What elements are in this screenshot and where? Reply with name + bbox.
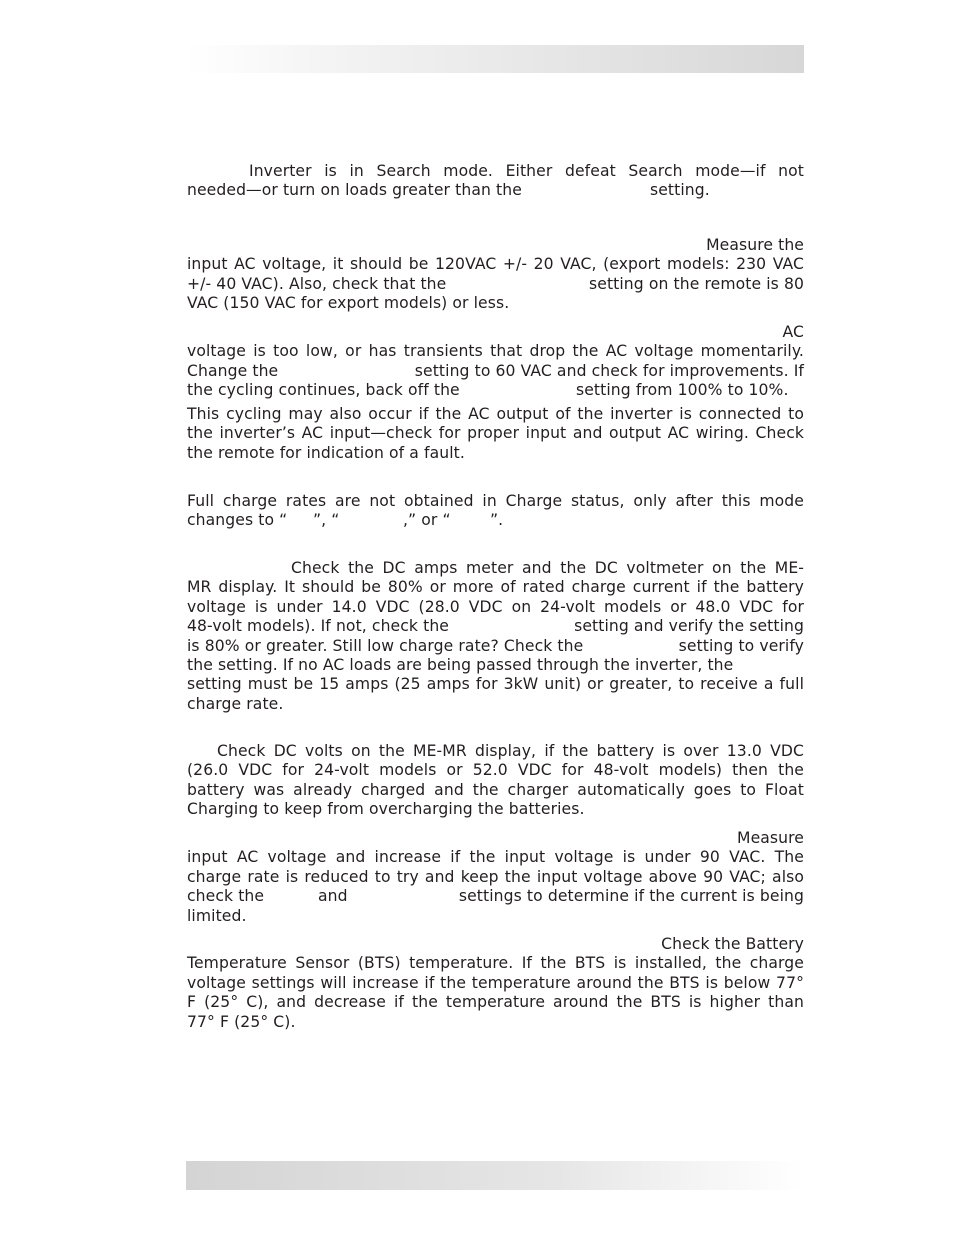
text-line — [187, 617, 804, 636]
paragraph-cycling-wiring — [187, 405, 804, 463]
text-line — [187, 637, 804, 656]
text-line: MR display. It should be 80% or more of rated charge current if the battery — [187, 578, 804, 597]
text-line: 77° F (25° C). — [187, 1012, 296, 1031]
text-line: Full charge rates are not obtained in Charge status, only after this mode — [187, 492, 804, 510]
text-fragment: settings to determine if the current is being — [458, 887, 804, 906]
text-line — [187, 887, 804, 906]
text-fragment: setting and verify the setting — [574, 617, 804, 636]
text-line: (26.0 VDC for 24-volt models or 52.0 VDC for 48-volt models) then the — [187, 761, 804, 780]
text-line: AC — [782, 323, 804, 341]
text-line: the remote for indication of a fault. — [187, 443, 465, 462]
paragraph-ac-cycling — [187, 323, 804, 401]
paragraph-dc-volts — [187, 742, 804, 820]
text-line: input AC voltage and increase if the input voltage is under 90 VAC. The — [187, 848, 804, 867]
text-fragment: changes to “ — [187, 511, 288, 530]
paragraph-input-voltage-low — [187, 829, 804, 926]
text-line: Charging to keep from overcharging the batteries. — [187, 800, 585, 819]
text-line: Temperature Sensor (BTS) temperature. If the BTS is installed, the charge — [187, 954, 804, 973]
text-fragment: setting from 100% to 10%. — [576, 381, 789, 400]
text-fragment: setting on the remote is 80 — [589, 274, 804, 293]
footer-bar — [186, 1161, 804, 1190]
text-fragment: check the — [187, 887, 265, 906]
text-line: setting must be 15 amps (25 amps for 3kW unit) or greater, to receive a full — [187, 675, 804, 694]
text-line: Check DC volts on the ME-MR display, if the battery is over 13.0 VDC — [217, 742, 804, 760]
text-fragment: setting to 60 VAC and check for improvements. If — [414, 361, 804, 380]
text-line: voltage is too low, or has transients that drop the AC voltage momentarily. — [187, 342, 804, 361]
text-fragment: the cycling continues, back off the — [187, 381, 460, 400]
text-line — [187, 362, 804, 381]
text-line: Measure the — [706, 236, 804, 254]
text-line — [187, 181, 804, 200]
text-fragment: needed—or turn on loads greater than the — [187, 181, 522, 200]
text-line: input AC voltage, it should be 120VAC +/- 20 VAC, (export models: 230 VAC — [187, 255, 804, 274]
text-line: VAC (150 VAC for export models) or less. — [187, 294, 510, 313]
text-fragment: ”, “ — [313, 511, 340, 530]
text-line: voltage is under 14.0 VDC (28.0 VDC on 24-volt models or 48.0 VDC for — [187, 597, 804, 616]
text-line: Inverter is in Search mode. Either defeat Search mode—if not — [249, 162, 804, 180]
text-fragment: Change the — [187, 361, 279, 380]
text-line: voltage settings will increase if the temperature around the BTS is below 77° — [187, 973, 804, 992]
text-line: charge rate is reduced to try and keep the input voltage above 90 VAC; also — [187, 867, 804, 886]
text-fragment: is 80% or greater. Still low charge rate? Check the — [187, 636, 584, 655]
text-line — [187, 275, 804, 294]
paragraph-bts-temperature — [187, 935, 804, 1032]
text-fragment: 48-volt models). If not, check the — [187, 617, 449, 636]
text-line: This cycling may also occur if the AC output of the inverter is connected to — [187, 405, 804, 423]
text-line: Check the Battery — [661, 935, 804, 953]
text-fragment: setting. — [650, 181, 710, 200]
paragraph-search-mode — [187, 162, 804, 201]
text-fragment: ”. — [490, 511, 504, 530]
text-line: battery was already charged and the charger automatically goes to Float — [187, 780, 804, 799]
text-line — [187, 381, 804, 400]
text-fragment: ,” or “ — [403, 511, 451, 530]
text-line: limited. — [187, 906, 247, 925]
text-line: the inverter’s AC input—check for proper input and output AC wiring. Check — [187, 424, 804, 443]
text-fragment: setting to verify — [678, 636, 804, 655]
text-line: F (25° C), and decrease if the temperature around the BTS is higher than — [187, 993, 804, 1012]
text-line: charge rate. — [187, 694, 284, 713]
text-line: Measure — [737, 829, 804, 847]
header-bar — [186, 45, 804, 73]
text-fragment: and — [318, 887, 348, 906]
text-line — [187, 511, 804, 530]
paragraph-charge-rate — [187, 559, 804, 714]
text-line: Check the DC amps meter and the DC voltmeter on the ME- — [291, 559, 804, 577]
paragraph-input-voltage — [187, 236, 804, 314]
paragraph-charge-status — [187, 492, 804, 531]
text-fragment: +/- 40 VAC). Also, check that the — [187, 274, 447, 293]
text-line: the setting. If no AC loads are being passed through the inverter, the — [187, 655, 734, 674]
